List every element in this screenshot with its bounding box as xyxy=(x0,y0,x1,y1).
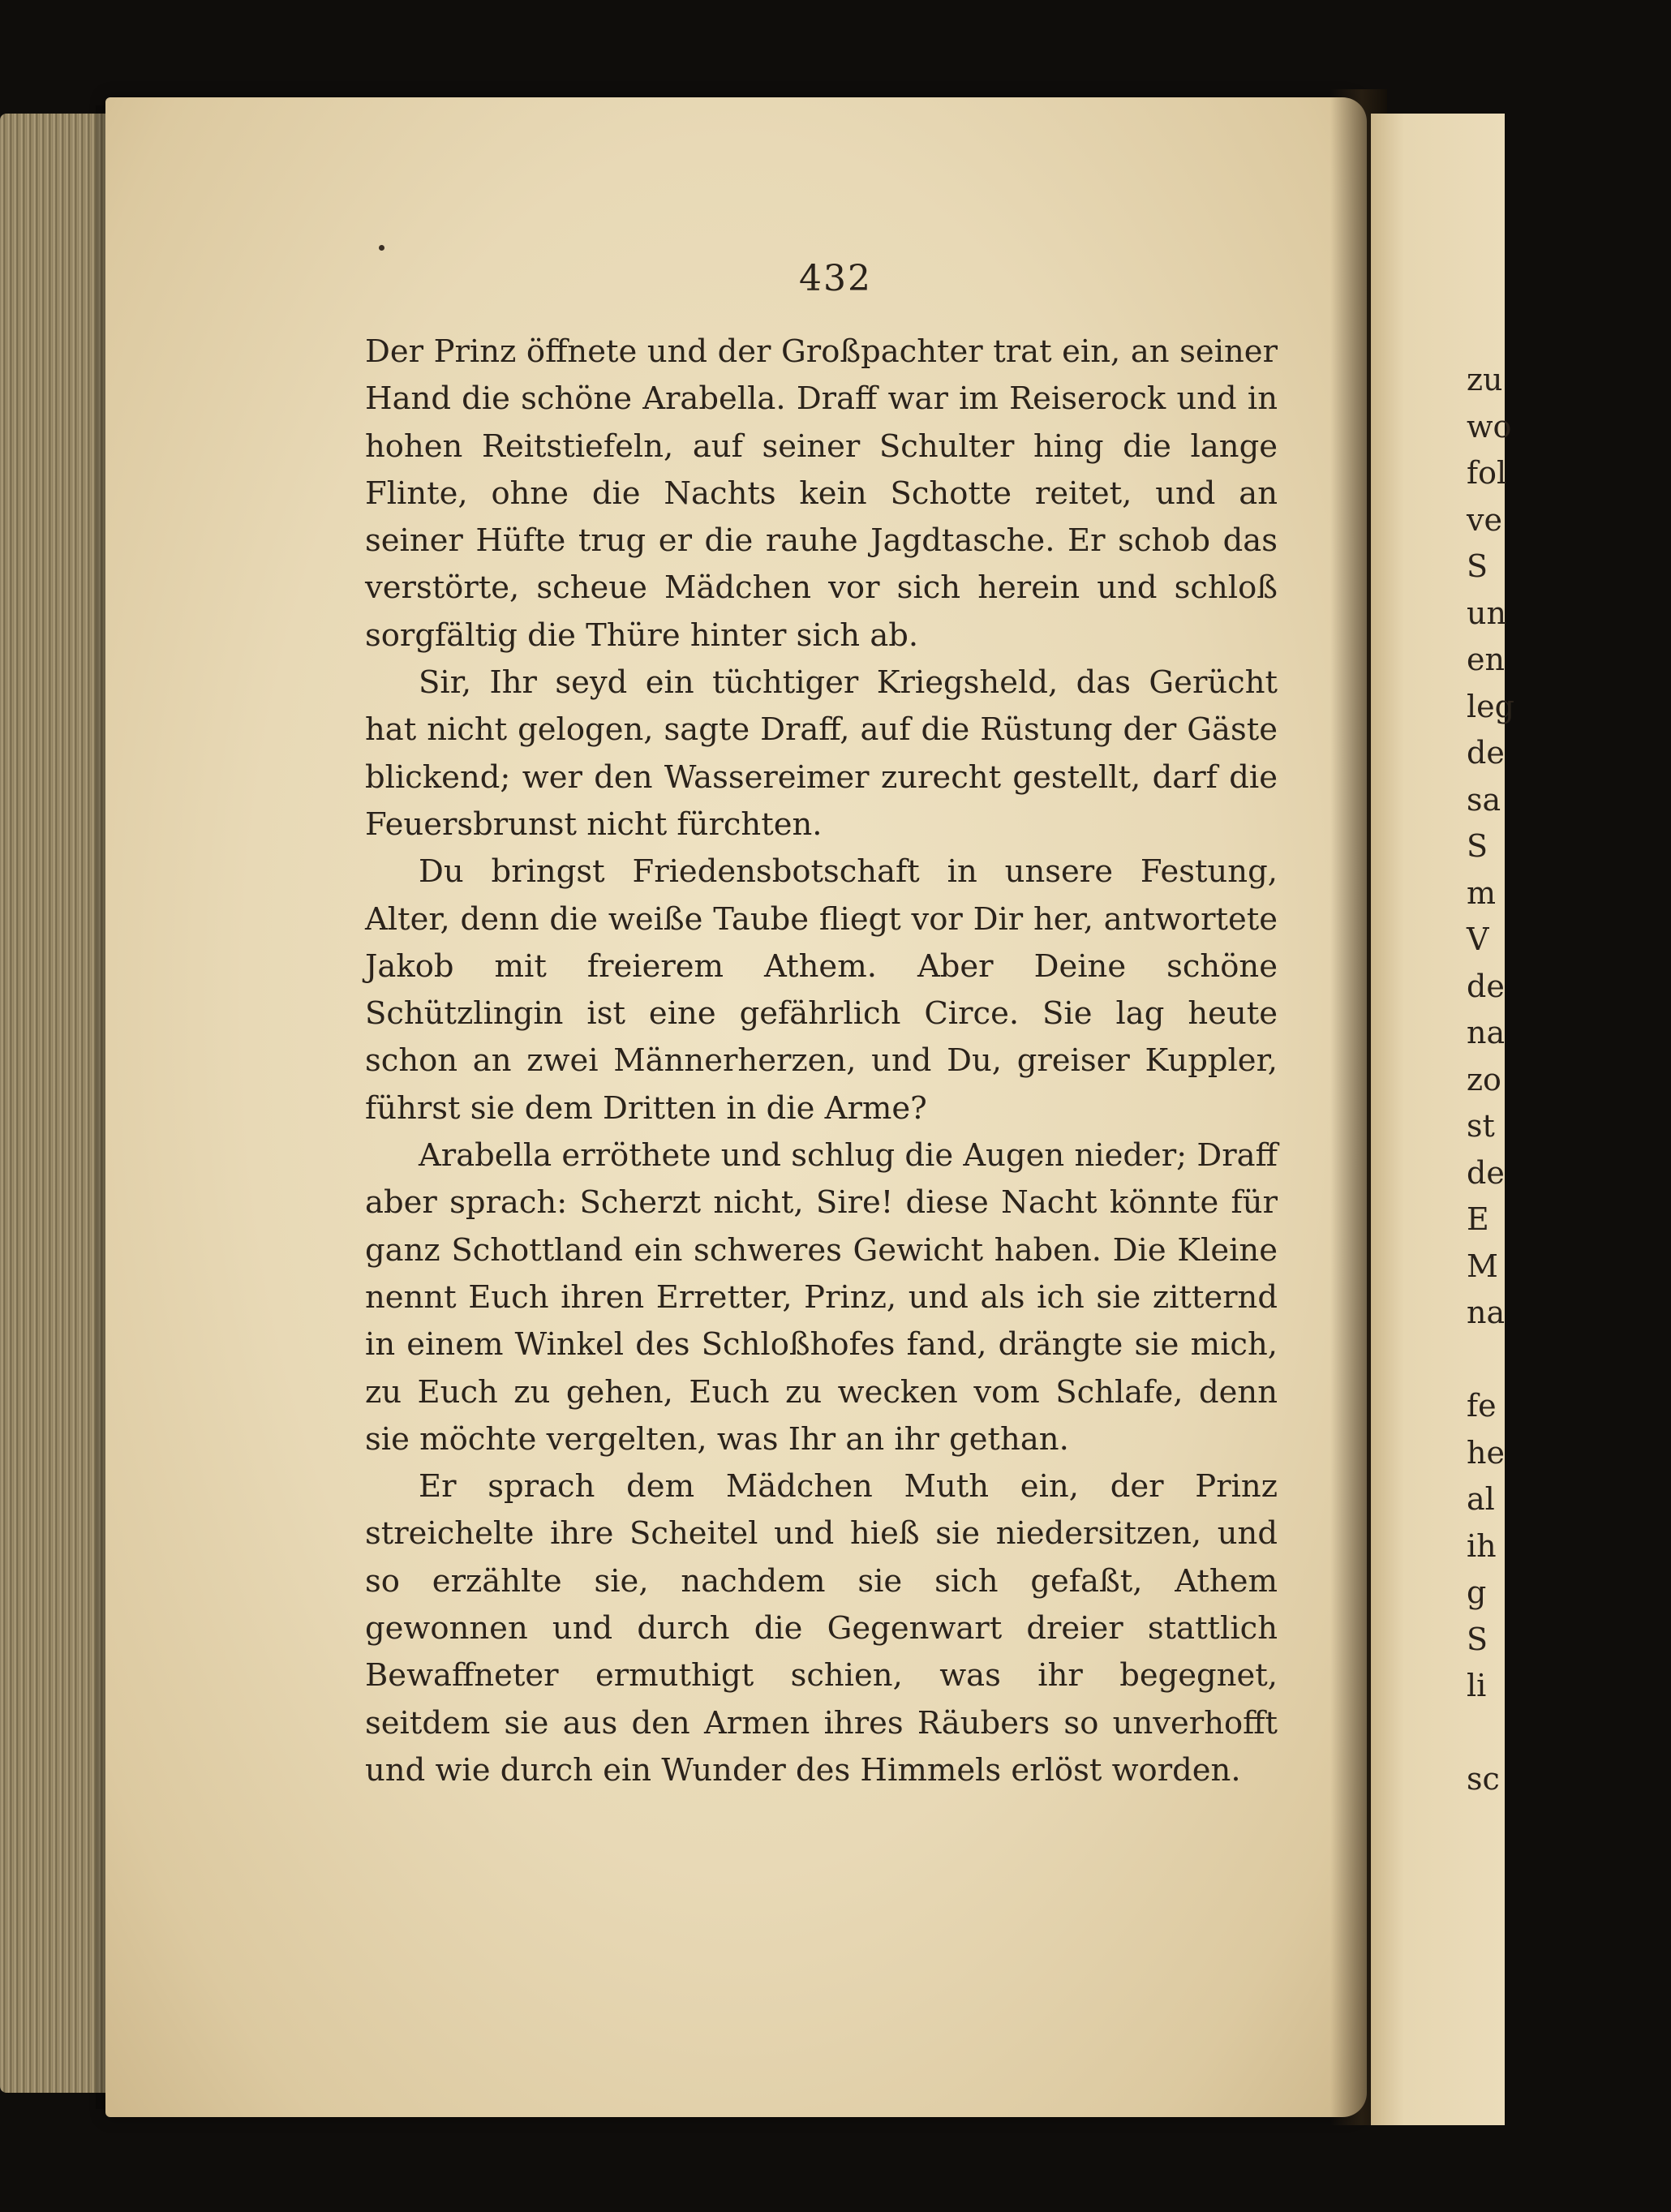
facing-page-fragment: sc xyxy=(1467,1761,1500,1797)
facing-page-fragment: wo xyxy=(1467,408,1512,445)
facing-page-fragment: na xyxy=(1467,1295,1506,1330)
facing-page-fragment: al xyxy=(1467,1481,1495,1517)
paragraph-1: Der Prinz öffnete und der Großpachter trat ein, an seiner Hand die schöne Arabella. Draff war im Reiserock und in hohen Reitstiefeln, auf seiner Schulter hing die lange Flinte, ohne die Nachts kein Schotte reitet, und an seiner Hüfte trug er die rauhe Jagdtasche. Er schob das verstörte, scheue Mädchen vor sich herein und schloß sorgfältig die Thüre hinter sich ab. xyxy=(365,333,1278,654)
paragraph-5: Er sprach dem Mädchen Muth ein, der Prinz streichelte ihre Scheitel und hieß sie niedersitzen, und so erzählte sie, nachdem sie sich gefaßt, Athem gewonnen und durch die Gegenwart dreier stattlich Bewaffneter ermuthigt schien, was ihr begegnet, seitdem sie aus den Armen ihres Räubers so unverhofft und wie durch ein Wunder des Himmels erlöst worden. xyxy=(365,1468,1278,1789)
facing-page-fragment: sa xyxy=(1467,781,1501,818)
facing-page-fragment: S xyxy=(1467,828,1488,864)
facing-page-fragment: leg xyxy=(1467,688,1514,724)
facing-page-fragment xyxy=(1467,1337,1505,1384)
paragraph-2: Sir, Ihr seyd ein tüchtiger Kriegsheld, das Gerücht hat nicht gelogen, sagte Draff, auf die Rüstung der Gäste blickend; wer den Wassereimer zurecht gestellt, darf die Feuersbrunst nicht fürchten. xyxy=(365,664,1278,843)
facing-page-fragment: li xyxy=(1467,1668,1487,1703)
facing-page-fragment: M xyxy=(1467,1248,1498,1284)
facing-page-fragment: de xyxy=(1467,968,1505,1004)
page-text xyxy=(365,329,1278,1794)
facing-page-fragment: fe xyxy=(1467,1388,1497,1424)
page-number: 432 xyxy=(799,258,872,299)
facing-page-fragment: ih xyxy=(1467,1527,1497,1564)
facing-page-fragment: S xyxy=(1467,1621,1488,1657)
paragraph-4: Arabella erröthete und schlug die Augen nieder; Draff aber sprach: Scherzt nicht, Sire! diese Nacht könnte für ganz Schottland ein schweres Gewicht haben. Die Kleine nennt Euch ihren Erretter, Prinz, und als ich sie zitternd in einem Winkel des Schloßhofes fand, drängte sie mich, zu Euch zu gehen, Euch zu wecken vom Schlafe, denn sie möchte vergelten, was Ihr an ihr gethan. xyxy=(365,1137,1278,1458)
facing-page-fragment: zo xyxy=(1467,1061,1501,1097)
facing-page-fragment: he xyxy=(1467,1434,1505,1471)
ink-speck xyxy=(379,245,384,251)
paragraph-3: Du bringst Friedensbotschaft in unsere Festung, Alter, denn die weiße Taube fliegt vor Dir her, antwortete Jakob mit freierem Athem. Aber Deine schöne Schützlingin ist eine gefährlich Circe. Sie lag heute schon an zwei Männerherzen, und Du, greiser Kuppler, führst sie dem Dritten in die Arme? xyxy=(365,853,1278,1127)
facing-page-fragment: en xyxy=(1467,642,1505,677)
facing-page-fragment: S xyxy=(1467,548,1488,584)
facing-page-fragment: un xyxy=(1467,595,1506,631)
facing-page-fragment xyxy=(1467,1710,1505,1757)
facing-page-fragment: E xyxy=(1467,1201,1489,1237)
facing-page-fragment: de xyxy=(1467,1154,1505,1191)
facing-page-fragment: m xyxy=(1467,874,1497,911)
facing-page-fragment: na xyxy=(1467,1015,1506,1050)
facing-page-fragments xyxy=(1467,357,1514,1803)
facing-page-fragment: de xyxy=(1467,735,1505,771)
facing-page-fragment: ve xyxy=(1467,501,1502,538)
facing-page-fragment: zu xyxy=(1467,362,1503,397)
page-edges xyxy=(0,114,105,2093)
facing-page-fragment: V xyxy=(1467,921,1489,957)
facing-page-fragment: st xyxy=(1467,1108,1495,1144)
facing-page-fragment: fol xyxy=(1467,455,1507,491)
facing-page-fragment: g xyxy=(1467,1574,1487,1610)
